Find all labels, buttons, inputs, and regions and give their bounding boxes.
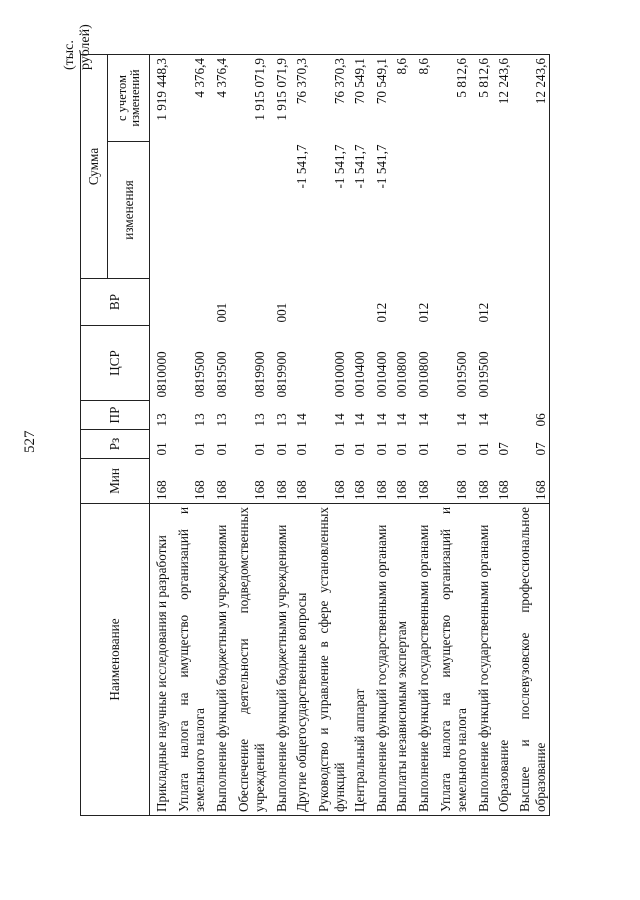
row-change: -1 541,7 — [351, 144, 367, 189]
row-pr: 14 — [351, 413, 367, 427]
row-min: 168 — [251, 480, 267, 500]
row-pr: 13 — [191, 413, 207, 427]
row-pr: 06 — [512, 401, 550, 430]
row-csr: 0019500 — [453, 351, 469, 398]
row-csr: 0010800 — [393, 351, 409, 398]
row-rz: 01 — [331, 442, 347, 456]
row-csr — [512, 326, 550, 401]
row-change — [208, 142, 230, 279]
row-total: 8,6 — [390, 55, 410, 142]
row-change — [268, 142, 290, 279]
budget-table — [80, 54, 550, 816]
row-pr: 13 — [153, 413, 169, 427]
header-name: Наименование — [81, 504, 150, 816]
row-min: 168 — [331, 480, 347, 500]
row-pr — [492, 401, 512, 430]
row-name: Выполнение функций государственными органами — [470, 504, 492, 816]
row-name: Образование — [492, 504, 512, 816]
row-vr — [150, 279, 170, 326]
table-row — [512, 55, 550, 816]
row-min: 168 — [191, 480, 207, 500]
row-csr: 0010400 — [373, 351, 389, 398]
row-vr — [432, 279, 470, 326]
row-vr — [170, 279, 208, 326]
row-vr: 001 — [213, 302, 229, 323]
table-row — [410, 55, 432, 816]
row-vr: 012 — [475, 302, 491, 323]
row-min: 168 — [475, 480, 491, 500]
row-name: Выплаты независимым экспертам — [390, 504, 410, 816]
row-rz: 01 — [415, 442, 431, 456]
units-label: (тыс. рублей) — [62, 24, 93, 70]
row-min: 168 — [153, 480, 169, 500]
row-pr: 14 — [415, 413, 431, 427]
table-row — [230, 55, 268, 816]
table-row — [150, 55, 170, 816]
row-total: 70 549,1 — [368, 55, 390, 142]
row-total: 12 243,6 — [492, 55, 512, 142]
row-change — [492, 142, 512, 279]
row-csr: 0819900 — [273, 351, 289, 398]
row-pr: 14 — [393, 413, 409, 427]
row-min: 168 — [213, 480, 229, 500]
row-total: 8,6 — [410, 55, 432, 142]
table-row — [368, 55, 390, 816]
table-body — [150, 55, 550, 816]
row-pr: 14 — [331, 413, 347, 427]
table-row — [310, 55, 348, 816]
row-total: 5 812,6 — [432, 55, 470, 142]
header-min: Мин — [81, 459, 150, 504]
row-change — [230, 142, 268, 279]
row-total: 5 812,6 — [470, 55, 492, 142]
row-name: Уплата налога на имущество организаций и земельного налога — [432, 504, 470, 816]
row-vr — [390, 279, 410, 326]
row-change: -1 541,7 — [331, 144, 347, 189]
row-name: Высшее и послевузовское профессиональное образование — [512, 504, 550, 816]
row-pr: 13 — [213, 413, 229, 427]
header-sum: Сумма — [81, 55, 108, 279]
row-name: Уплата налога на имущество организаций и земельного налога — [170, 504, 208, 816]
row-vr — [290, 279, 310, 326]
row-name: Выполнение функций государственными органами — [410, 504, 432, 816]
table-row — [208, 55, 230, 816]
row-pr: 14 — [373, 413, 389, 427]
row-csr: 0819500 — [191, 351, 207, 398]
row-total: 76 370,3 — [310, 55, 348, 142]
row-change — [512, 142, 550, 279]
table-row — [390, 55, 410, 816]
row-vr: 001 — [273, 302, 289, 323]
row-csr: 0010400 — [351, 351, 367, 398]
row-change: -1 541,7 — [373, 144, 389, 189]
row-change — [170, 142, 208, 279]
header-with-changes: с учетом изменений — [108, 55, 150, 142]
row-pr: 13 — [273, 413, 289, 427]
row-min: 168 — [393, 480, 409, 500]
row-vr: 012 — [373, 302, 389, 323]
header-rz: Рз — [81, 430, 150, 459]
row-pr: 14 — [475, 413, 491, 427]
row-total: 4 376,4 — [170, 55, 208, 142]
table-row — [348, 55, 368, 816]
row-change — [390, 142, 410, 279]
header-csr: ЦСР — [81, 326, 150, 401]
row-csr: 0019500 — [475, 351, 491, 398]
table-row — [170, 55, 208, 816]
table-row — [470, 55, 492, 816]
row-min: 168 — [273, 480, 289, 500]
row-vr: 012 — [415, 302, 431, 323]
row-rz: 01 — [393, 442, 409, 456]
row-total: 1 919 448,3 — [150, 55, 170, 142]
row-min: 168 — [512, 459, 550, 504]
row-vr — [310, 279, 348, 326]
row-rz: 01 — [475, 442, 491, 456]
row-min: 168 — [453, 480, 469, 500]
row-min: 168 — [293, 480, 309, 500]
row-csr: 0010800 — [415, 351, 431, 398]
row-change: -1 541,7 — [293, 144, 309, 189]
row-min: 168 — [495, 480, 511, 500]
row-csr: 0819500 — [213, 351, 229, 398]
row-rz: 01 — [213, 442, 229, 456]
table-row — [432, 55, 470, 816]
row-rz: 01 — [351, 442, 367, 456]
row-rz: 01 — [251, 442, 267, 456]
row-total: 1 915 071,9 — [230, 55, 268, 142]
row-change — [150, 142, 170, 279]
row-vr — [512, 279, 550, 326]
row-rz: 01 — [373, 442, 389, 456]
table-row — [492, 55, 512, 816]
row-rz: 07 — [512, 430, 550, 459]
row-name: Прикладные научные исследования и разработки — [150, 504, 170, 816]
row-total: 4 376,4 — [208, 55, 230, 142]
row-name: Обеспечение деятельности подведомственных учреждений — [230, 504, 268, 816]
page-number: 527 — [22, 430, 38, 453]
row-vr — [348, 279, 368, 326]
row-name: Выполнение функций бюджетными учреждениями — [268, 504, 290, 816]
row-total: 12 243,6 — [512, 55, 550, 142]
row-name: Выполнение функций бюджетными учреждениями — [208, 504, 230, 816]
row-change — [410, 142, 432, 279]
row-csr: 0819900 — [251, 351, 267, 398]
row-rz: 01 — [453, 442, 469, 456]
row-pr: 13 — [251, 413, 267, 427]
row-name: Центральный аппарат — [348, 504, 368, 816]
row-min: 168 — [351, 480, 367, 500]
table-row — [268, 55, 290, 816]
row-total: 70 549,1 — [348, 55, 368, 142]
row-change — [432, 142, 470, 279]
table-row — [290, 55, 310, 816]
row-min: 168 — [373, 480, 389, 500]
row-pr: 14 — [293, 413, 309, 427]
row-csr: 0810000 — [153, 351, 169, 398]
row-csr — [290, 326, 310, 401]
row-name: Выполнение функций государственными органами — [368, 504, 390, 816]
row-csr: 0010000 — [331, 351, 347, 398]
row-rz: 01 — [153, 442, 169, 456]
row-total: 76 370,3 — [290, 55, 310, 142]
row-rz: 01 — [273, 442, 289, 456]
row-rz: 01 — [293, 442, 309, 456]
row-pr: 14 — [453, 413, 469, 427]
row-total: 1 915 071,9 — [268, 55, 290, 142]
row-name: Руководство и управление в сфере установленных функций — [310, 504, 348, 816]
row-csr — [492, 326, 512, 401]
row-rz: 07 — [495, 442, 511, 456]
row-min: 168 — [415, 480, 431, 500]
row-rz: 01 — [191, 442, 207, 456]
row-change — [470, 142, 492, 279]
header-vr: ВР — [81, 279, 150, 326]
row-vr — [230, 279, 268, 326]
row-vr — [492, 279, 512, 326]
header-pr: ПР — [81, 401, 150, 430]
row-name: Другие общегосударственные вопросы — [290, 504, 310, 816]
header-changes: изменения — [108, 142, 150, 279]
